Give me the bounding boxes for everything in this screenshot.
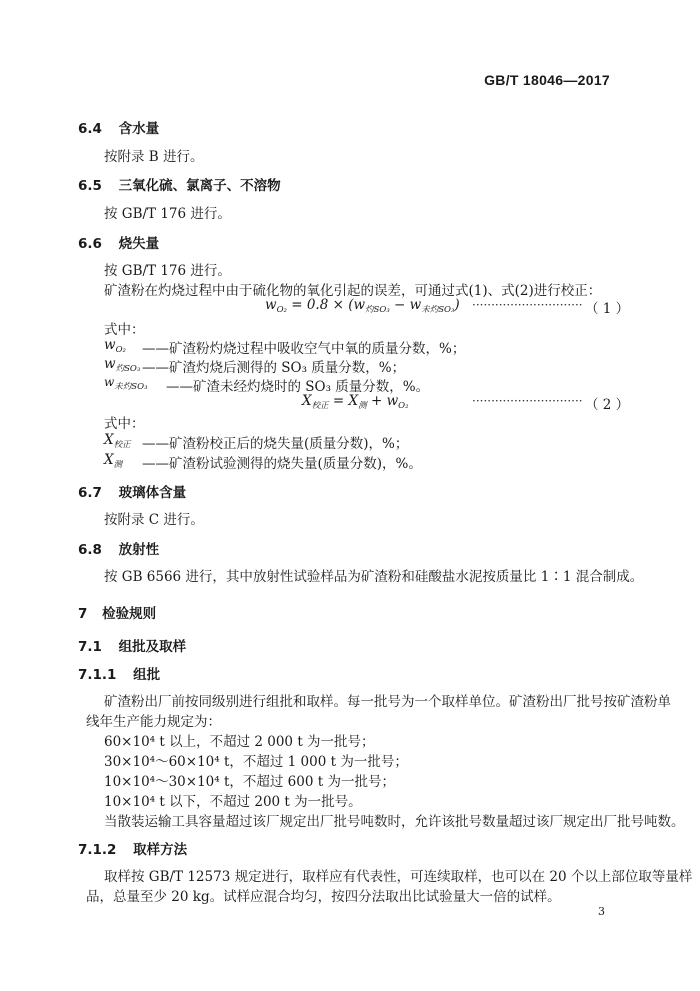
section-number: 6.6: [78, 236, 102, 252]
section-7-1-2-para-line2: 品，总量至少 20 kg。试样应混合均匀，按四分法取出比试验量大一倍的试样。: [86, 889, 561, 905]
equation-1: $w_{O_2} = 0.8 \times (w_{灼SO_3} - w_{未灼SO_3})$: [265, 297, 460, 315]
section-7-1-2-heading: [78, 838, 187, 858]
where-label: 式中：: [104, 322, 145, 338]
symbol-X-corrected: $X_{校正}$: [104, 432, 131, 450]
section-title: 烧失量: [118, 236, 160, 252]
equation-2: $X_{校正} = X_测 + w_{O_2}$: [302, 393, 409, 411]
section-7-1-1-para2: 当散装运输工具容量超过该厂规定出厂批号吨数时，允许该批号数量超过该厂规定出厂批号吨数。: [104, 814, 685, 830]
definition-X-measured: ——矿渣粉试验测得的烧失量(质量分数)，%。: [142, 456, 422, 472]
batch-rule-item: 10×10⁴ t 以下，不超过 200 t 为一批号。: [104, 794, 362, 810]
section-6-7-heading: [78, 481, 186, 501]
section-number: 7.1: [78, 639, 102, 655]
section-title: 玻璃体含量: [118, 485, 187, 501]
section-7-1-2-para-line1: 取样按 GB/T 12573 规定进行，取样应有代表性，可连续取样，也可以在 20 个以上部位取等量样: [104, 869, 693, 885]
where-label: 式中：: [104, 416, 145, 432]
section-title: 取样方法: [133, 842, 188, 858]
section-6-5-heading: [78, 174, 281, 194]
symbol-X-measured: $X_测$: [104, 452, 123, 470]
section-6-6-line1: 按 GB/T 176 进行。: [104, 263, 231, 279]
section-6-6-line2: 矿渣粉在灼烧过程中由于硫化物的氧化引起的误差，可通过式(1)、式(2)进行校正：: [104, 283, 602, 299]
batch-rule-item: 10×10⁴～30×10⁴ t，不超过 600 t 为一批号；: [104, 774, 395, 790]
page-number: 3: [598, 905, 605, 918]
section-number: 7: [78, 606, 88, 622]
section-7-1-1-heading: [78, 663, 160, 683]
section-7-heading: [78, 602, 156, 622]
symbol-w-burned-SO3: $w_{灼SO_3}$: [104, 356, 141, 374]
equation-1-leader: ·····························: [472, 298, 583, 312]
equation-1-number: （ 1 ）: [585, 301, 630, 317]
section-6-8-heading: [78, 538, 159, 558]
section-number: 6.8: [78, 542, 102, 558]
section-6-5-body: 按 GB/T 176 进行。: [104, 206, 231, 222]
section-7-1-heading: [78, 635, 186, 655]
definition-w-O2: ——矿渣粉灼烧过程中吸收空气中氧的质量分数，%；: [142, 341, 466, 357]
section-number: 6.7: [78, 485, 102, 501]
section-number: 7.1.2: [78, 842, 117, 858]
definition-w-unburned-SO3: ——矿渣未经灼烧时的 SO₃ 质量分数，%。: [166, 379, 430, 395]
section-number: 7.1.1: [78, 667, 117, 683]
section-title: 三氧化硫、氯离子、不溶物: [118, 178, 281, 194]
section-6-6-heading: [78, 232, 159, 252]
equation-2-number: （ 2 ）: [585, 397, 630, 413]
section-number: 6.4: [78, 121, 102, 137]
definition-w-burned-SO3: ——矿渣灼烧后测得的 SO₃ 质量分数，%；: [142, 360, 406, 376]
equation-2-leader: ·····························: [472, 394, 583, 408]
batch-rule-item: 60×10⁴ t 以上，不超过 2 000 t 为一批号；: [104, 734, 375, 750]
definition-X-corrected: ——矿渣粉校正后的烧失量(质量分数)，%；: [142, 436, 409, 452]
section-7-1-1-para1-line1: 矿渣粉出厂前按同级别进行组批和取样。每一批号为一个取样单位。矿渣粉出厂批号按矿渣粉单: [104, 694, 671, 710]
section-title: 含水量: [118, 121, 160, 137]
symbol-w-O2: $w_{O_2}$: [104, 337, 126, 355]
section-title: 检验规则: [102, 606, 157, 622]
section-6-4-heading: [78, 117, 159, 137]
section-6-4-body: 按附录 B 进行。: [104, 149, 204, 165]
section-7-1-1-para1-line2: 线年生产能力规定为：: [86, 714, 221, 730]
section-title: 组批及取样: [118, 639, 187, 655]
section-title: 放射性: [118, 542, 160, 558]
section-title: 组批: [133, 667, 161, 683]
section-6-7-body: 按附录 C 进行。: [104, 512, 204, 528]
batch-rule-item: 30×10⁴～60×10⁴ t，不超过 1 000 t 为一批号；: [104, 754, 408, 770]
section-number: 6.5: [78, 178, 102, 194]
standard-number: GB/T 18046—2017: [484, 72, 610, 88]
section-6-8-body: 按 GB 6566 进行，其中放射性试验样品为矿渣粉和硅酸盐水泥按质量比 1∶1 混合制成。: [104, 569, 644, 585]
symbol-w-unburned-SO3: $w_{未灼SO_3}$: [104, 375, 148, 392]
